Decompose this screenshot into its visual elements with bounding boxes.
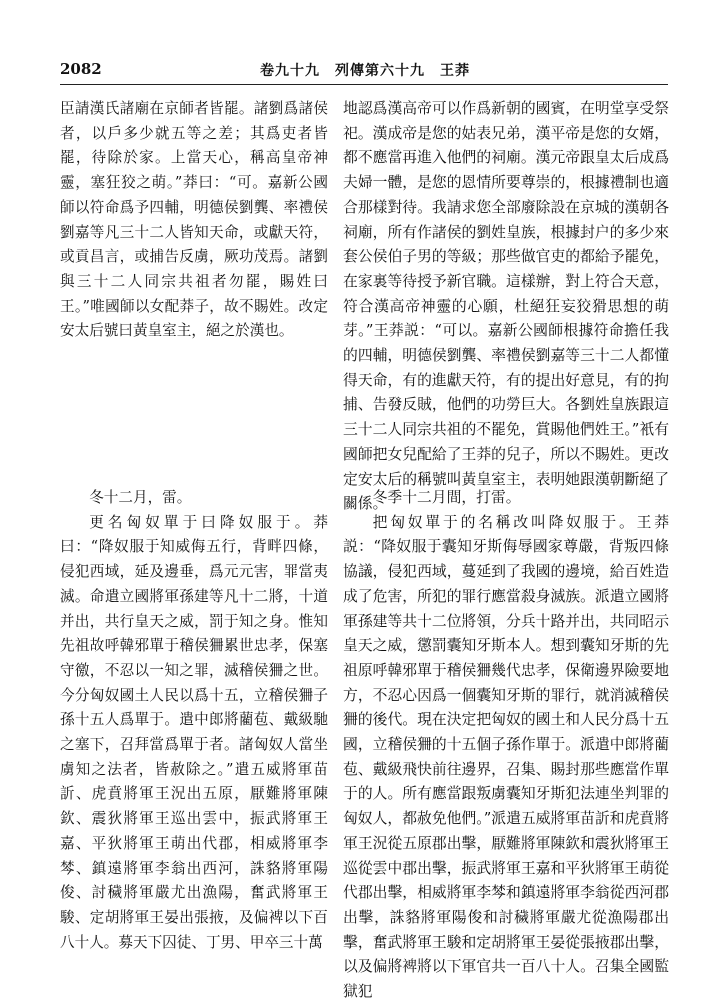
classical-paragraph: 冬十二月，雷。 — [89, 489, 192, 506]
classical-text-block-1 — [60, 97, 328, 344]
classical-text-block-2 — [60, 486, 328, 955]
classical-paragraph: 臣請漢氏諸廟在京師者皆罷。諸劉爲諸侯者，以戶多少就五等之差；其爲吏者皆罷，待除於家。上當天心，稱高皇帝神靈，塞狂狡之萌。”莽曰：“可。嘉新公國師以符命爲予四輔，明德侯劉龔、率禮侯劉嘉等凡三十二人皆知天命，或獻天符，或貢昌言，或捕告反虜，厥功茂焉。諸劉與三十二人同宗共祖者勿罷，賜姓曰王。”唯國師以女配莽子，故不賜姓。改定安太后號曰黃皇室主，絕之於漢也。 — [60, 100, 328, 340]
translation-paragraph: 地認爲漢高帝可以作爲新朝的國賓，在明堂享受祭祀。漢成帝是您的姑表兄弟，漢平帝是您的女婿，都不應當再進入他們的祠廟。漢元帝跟皇太后成爲夫婦一體，是您的恩情所要尊崇的，根據禮制也適合那樣對待。我請求您全部廢除設在京城的漢朝各祠廟，所有作諸侯的劉姓皇族，根據封户的多少來套公侯伯子男的等級；那些做官吏的都給予罷免，在家裏等待授予新官職。這樣辦，對上符合天意，符合漢高帝神靈的心願，杜絕狂妄狡猾思想的萌芽。”王莽説：“可以。嘉新公國師根據符命擔任我的四輔，明德侯劉龔、率禮侯劉嘉等三十二人都懂得天命，有的進獻天符，有的提出好意見，有的拘捕、告發反賊，他們的功勞巨大。各劉姓皇族跟這三十二人同宗共祖的不罷免，賞賜他們姓王。”衹有國師把女兒配給了王莽的兒子，所以不賜姓。更改定安太后的稱號叫黃皇室主，表明她跟漢朝斷絕了關係。 — [343, 100, 669, 513]
translation-text-block-1 — [343, 97, 669, 517]
translation-paragraph: 把匈奴單于的名稱改叫降奴服于。王莽説：“降奴服于囊知牙斯侮辱國家尊嚴，背叛四條協議，侵犯西域，蔓延到了我國的邊境，給百姓造成了危害，所犯的罪行應當殺身滅族。派遣立國將軍孫建等共十二位將領，分兵十路并出，共同昭示皇天之威，懲罰囊知牙斯本人。想到囊知牙斯的先祖原呼韓邪單于稽侯狦幾代忠孝，保衛邊界險要地方，不忍心因爲一個囊知牙斯的罪行，就消滅稽侯狦的後代。現在決定把匈奴的國土和人民分爲十五國，立稽侯狦的十五個子孫作單于。派遣中郎將藺苞、戴級飛快前往邊界，召集、賜封那些應當作單于的人。所有應當跟叛虜囊知牙斯犯法連坐判罪的匈奴人，都赦免他們。”派遣五威將軍苗訢和虎賁將軍王況從五原郡出擊，厭難將軍陳欽和震狄將軍王巡從雲中郡出擊，振武將軍王嘉和平狄將軍王萌從代郡出擊，相威將軍李棽和鎮遠將軍李翁從西河郡出擊，誅貉將軍陽俊和討穢將軍嚴尤從漁陽郡出擊，奮武將軍王駿和定胡將軍王晏從張掖郡出擊，以及偏將裨將以下軍官共一百八十人。召集全國監獄犯 — [343, 513, 669, 1001]
page-header — [60, 58, 660, 84]
classical-paragraph: 更名匈奴單于曰降奴服于。莽曰：“降奴服于知威侮五行，背畔四條，侵犯西域，延及邊垂，爲元元害，罪當夷滅。命遣立國將軍孫建等凡十二將，十道并出，共行皇天之威，罰于知之身。惟知先祖故呼韓邪單于稽侯狦累世忠孝，保塞守徼，不忍以一知之罪，滅稽侯狦之世。今分匈奴國土人民以爲十五，立稽侯狦子孫十五人爲單于。遣中郎將藺苞、戴級馳之塞下，召拜當爲單于者。諸匈奴人當坐虜知之法者，皆赦除之。”遣五威將軍苗訢、虎賁將軍王況出五原，厭難將軍陳欽、震狄將軍王巡出雲中，振武將軍王嘉、平狄將軍王萌出代郡，相威將軍李棽、鎮遠將軍李翁出西河，誅貉將軍陽俊、討穢將軍嚴尤出漁陽，奮武將軍王駿、定胡將軍王晏出張掖，及偏裨以下百八十人。募天下囚徒、丁男、甲卒三十萬 — [60, 513, 328, 951]
header-rule — [60, 84, 668, 85]
translation-paragraph: 冬季十二月間，打雷。 — [372, 489, 521, 506]
running-title: 卷九十九 列傳第六十九 王莽 — [260, 63, 470, 79]
translation-text-block-2 — [343, 486, 669, 1005]
page-number: 2082 — [60, 60, 102, 78]
